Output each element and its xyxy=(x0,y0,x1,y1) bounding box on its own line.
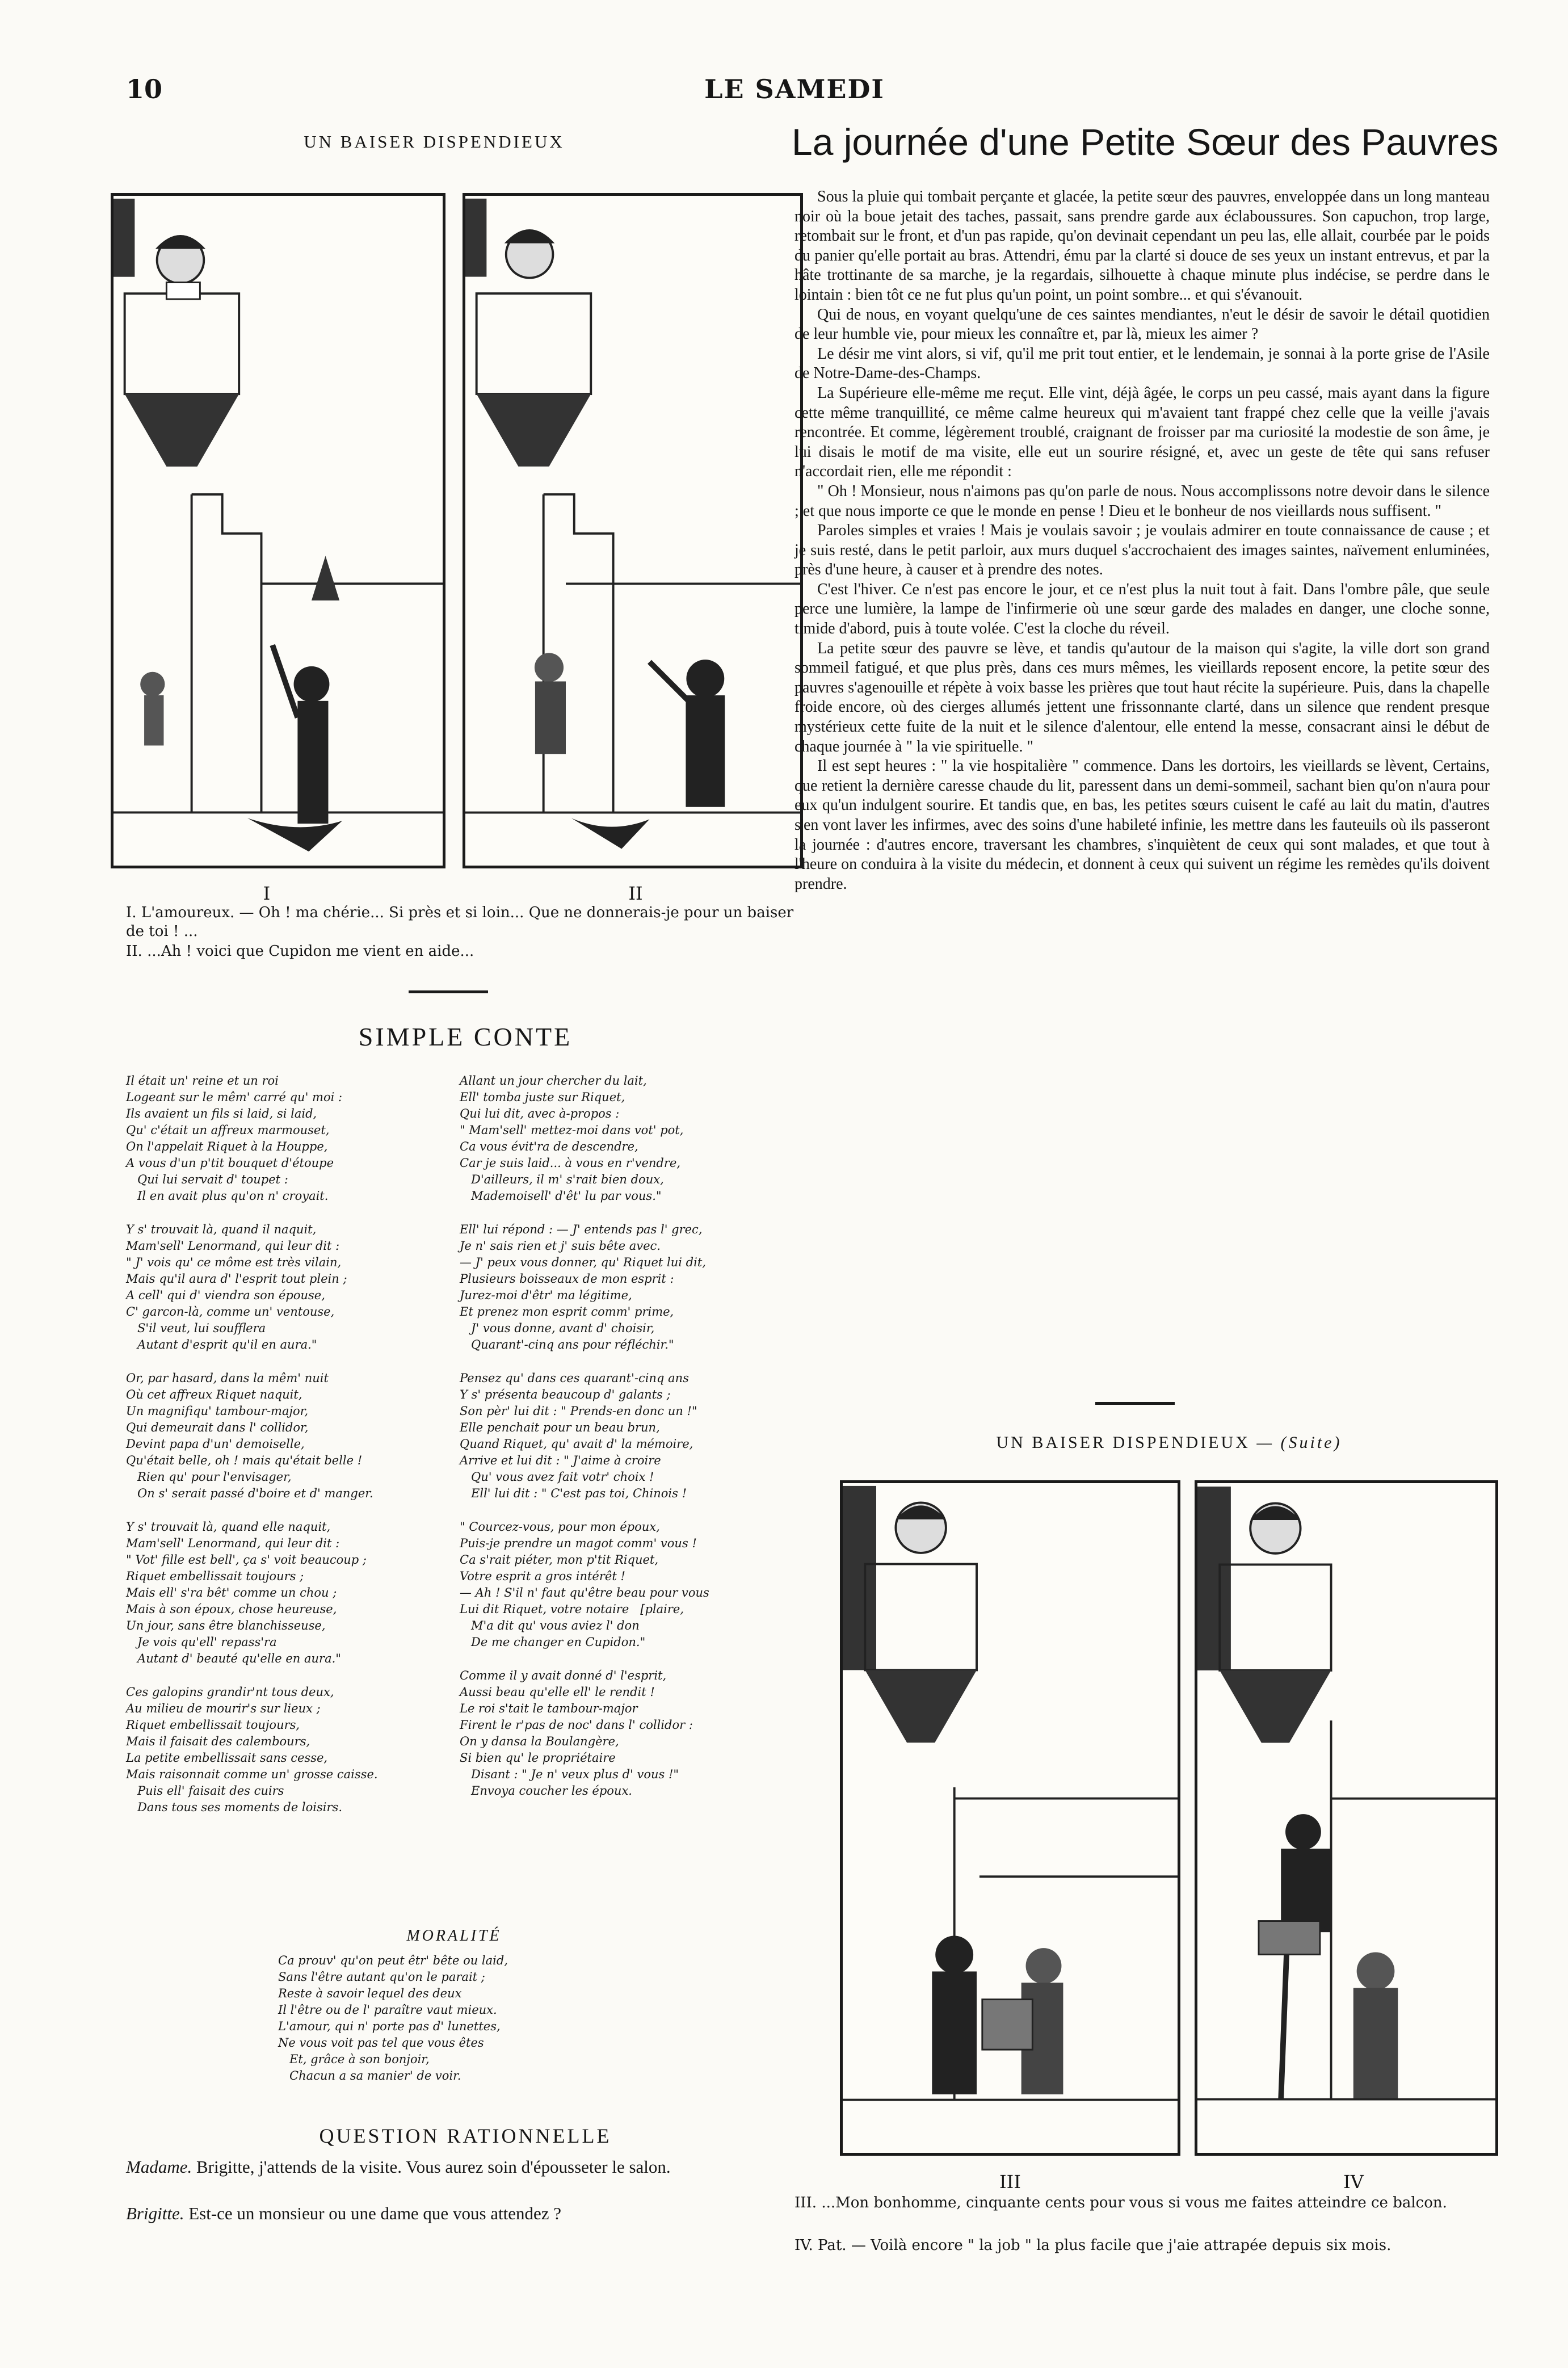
comic-panel-3-drawing xyxy=(843,1483,1178,2153)
poem-title: SIMPLE CONTE xyxy=(358,1022,573,1051)
line-text: Est-ce un monsieur ou une dame que vous attendez ? xyxy=(188,2203,562,2223)
poem-stanza: Pensez qu' dans ces quarant'-cinq ans Y s' présenta beaucoup d' galants ; Son pèr' lui dit : " Prends-en donc un !" Elle penchait pour un beau brun, Quand Riquet, qu' avait d' la mémoire, Arrive et lui dit : " J'aime à croire Qu' vous avez fait votr' choix ! Ell' lui dit : " C'est pas toi, Chinois ! xyxy=(460,1371,697,1500)
poem-stanza: Allant un jour chercher du lait, Ell' tomba juste sur Riquet, Qui lui dit, avec à-propos : " Mam'sell' mettez-moi dans vot' pot, Ca vous évit'ra de descendre, Car je suis laid... à vous en r'vendre, D'ailleurs, il m' s'rait bien doux, Mademoisell' d'êt' lu par vous." xyxy=(460,1074,684,1203)
article-paragraph: Il est sept heures : " la vie hospitalière " commence. Dans les dortoirs, les vieillards se lèvent, Certains, que retient la dernière caresse chaude du lit, paressent dans un demi-sommeil, sachant bien qu'on n'aura pour eux qu'un indulgent sourire. Et tandis que, en bas, les petites sœurs cuisent le café au lait du matin, d'autres s'en vont laver les infirmes, avec des soins d'une habileté infinie, les mettre dans les fauteuils où ils passeront la journée : d'autres encore, traversant les chambres, s'inquiètent de ceux qui sont malades, et que tout à l'heure on conduira à la visite du médecin, et donnent à ceux qui suivent un régime les remèdes qu'ils doivent prendre. xyxy=(794,757,1490,893)
comic-bottom-title-text: UN BAISER DISPENDIEUX xyxy=(996,1433,1250,1452)
page-number: 10 xyxy=(126,74,163,104)
panel-label-1: I xyxy=(263,883,271,904)
divider xyxy=(1095,1402,1175,1405)
article-paragraph: La Supérieure elle-même me reçut. Elle vint, déjà âgée, le corps un peu cassé, mais ayant dans la figure cette même tranquillité, ce même calme heureux qui m'avaient tant frappé chez celle que la veille j'avais rencontrée. Et comme, légèrement troublé, craignant de froisser par ma curiosité la modestie de son âme, je lui disais le motif de ma visite, elle eut un sourire résigné, et, avec un geste de tête qui sans refuser n'accordait rien, elle me répondit : xyxy=(794,384,1490,481)
poem-stanza: Y s' trouvait là, quand il naquit, Mam'sell' Lenormand, qui leur dit : " J' vois qu' ce môme est très vilain, Mais qu'il aura d' l'esprit tout plein ; A cell' qui d' viendra son épouse, C' garcon-là, comme un' ventouse, S'il veut, lui soufflera Autant d'esprit qu'il en aura." xyxy=(126,1223,347,1351)
comic-bottom-title xyxy=(965,1433,1373,1452)
poem-stanza: Ces galopins grandir'nt tous deux, Au milieu de mourir's sur lieux ; Riquet embellissait toujours, Mais il faisait des calembours, La petite embellissait sans cesse, Mais raisonnait comme un' grosse caisse. Puis ell' faisait des cuirs Dans tous ses moments de loisirs. xyxy=(126,1685,378,1814)
poem-stanza: Y s' trouvait là, quand elle naquit, Mam'sell' Lenormand, qui leur dit : " Vot' fille est bell', ça s' voit beaucoup ; Riquet embellissait toujours ; Mais ell' s'ra bêt' comme un chou ; Mais à son époux, chose heureuse, Un jour, sans être blanchisseuse, Je vois qu'ell' repass'ra Autant d' beauté qu'elle en aura." xyxy=(126,1520,367,1665)
publication-title: LE SAMEDI xyxy=(704,74,885,104)
article-body xyxy=(794,187,1490,894)
panel-label-4: IV xyxy=(1343,2171,1364,2193)
speaker-madame: Madame. xyxy=(126,2157,192,2177)
article-paragraph: " Oh ! Monsieur, nous n'aimons pas qu'on parle de nous. Nous accomplissons notre devoir dans le silence ; et que nous importe ce que le monde en pense ! Dieu et le bonheur de nos vieillards nous suffisent. " xyxy=(794,482,1490,520)
panel-label-3: III xyxy=(999,2171,1021,2193)
article-paragraph: C'est l'hiver. Ce n'est pas encore le jour, et ce n'est plus la nuit tout à fait. Dans l'ombre pâle, que seule perce une lumière, la lampe de l'infirmerie où une sœur garde des malades en danger, une cloche sonne, timide d'abord, puis à toute volée. C'est la cloche du réveil. xyxy=(794,580,1490,638)
poem-stanza: Comme il y avait donné d' l'esprit, Aussi beau qu'elle ell' le rendit ! Le roi s'tait le tambour-major Firent le r'pas de noc' dans l' collidor : On y dansa la Boulangère, Si bien qu' le propriétaire Disant : " Je n' veux plus d' vous !" Envoya coucher les époux. xyxy=(460,1669,693,1798)
comic-panel-2-drawing xyxy=(465,196,800,866)
article-title: La journée d'une Petite Sœur des Pauvres xyxy=(792,121,1499,163)
comic-bottom-title-suffix: — (Suite) xyxy=(1256,1433,1342,1452)
poem-right-column xyxy=(460,1073,806,1816)
comic-panel-4-drawing xyxy=(1197,1483,1495,2153)
comic-panel-1-drawing xyxy=(113,196,443,866)
question-line-2 xyxy=(126,2202,804,2225)
comic-panel-3 xyxy=(840,1480,1180,2156)
line-text: Brigitte, j'attends de la visite. Vous aurez soin d'épousseter le salon. xyxy=(196,2157,671,2177)
comic-bottom-caption-4: IV. Pat. — Voilà encore " la job " la plus facile que j'aie attrapée depuis six mois. xyxy=(794,2237,1392,2254)
moral-text: Ca prouv' qu'on peut êtr' bête ou laid, Sans l'être autant qu'on le parait ; Reste à savoir lequel des deux Il l'être ou de l' paraître vaut mieux. L'amour, qui n' porte pas d' lunettes, Ne vous voit pas tel que vous êtes Et, grâce à son bonjoir, Chacun a sa manier' de voir. xyxy=(278,1954,508,2083)
poem-stanza: Ell' lui répond : — J' entends pas l' grec, Je n' sais rien et j' suis bête avec. — J' peux vous donner, qu' Riquet lui dit, Plusieurs boisseaux de mon esprit : Jurez-moi d'êtr' ma légitime, Et prenez mon esprit comm' prime, J' vous donne, avant d' choisir, Quarant'-cinq ans pour réfléchir." xyxy=(460,1223,706,1351)
question-title: QUESTION RATIONNELLE xyxy=(319,2125,612,2147)
divider xyxy=(409,990,488,993)
panel-label-2: II xyxy=(628,883,643,904)
article-paragraph: Qui de nous, en voyant quelqu'une de ces saintes mendiantes, n'eut le désir de savoir le détail quotidien de leur humble vie, pour mieux les connaître et, par là, mieux les aimer ? xyxy=(794,305,1490,343)
comic-panel-1 xyxy=(111,193,445,868)
comic-panel-2 xyxy=(463,193,803,868)
comic-top-caption-2: II. ...Ah ! voici que Cupidon me vient en aide... xyxy=(126,943,474,960)
article-paragraph: Paroles simples et vraies ! Mais je voulais savoir ; je voulais admirer en toute connaissance de cause ; et je suis resté, dans le petit parloir, aux murs duquel s'accrochaient des images saintes, naïvement enluminées, près d'une heure, à causer et à prendre des notes. xyxy=(794,522,1490,579)
comic-panel-4 xyxy=(1195,1480,1498,2156)
poem-stanza: " Courcez-vous, pour mon époux, Puis-je prendre un magot comm' vous ! Ca s'rait piéter, mon p'tit Riquet, Votre esprit a gros intérêt ! — Ah ! S'il n' faut qu'être beau pour vous Lui dit Riquet, votre notaire [plaire, M'a dit qu' vous aviez l' don De me changer en Cupidon." xyxy=(460,1520,709,1649)
comic-top-caption-1: I. L'amoureux. — Oh ! ma chérie... Si près et si loin... Que ne donnerais-je pour un baiser de toi ! ... xyxy=(126,904,794,940)
poem-stanza: Il était un' reine et un roi Logeant sur le mêm' carré qu' moi : Ils avaient un fils si laid, si laid, Qu' c'était un affreux marmouset, On l'appelait Riquet à la Houppe, A vous d'un p'tit bouquet d'étoupe Qui lui servait d' toupet : Il en avait plus qu'on n' croyait. xyxy=(126,1074,343,1203)
poem-stanza: Or, par hasard, dans la mêm' nuit Où cet affreux Riquet naquit, Un magnifiqu' tambour-major, Qui demeurait dans l' collidor, Devint papa d'un' demoiselle, Qu'était belle, oh ! mais qu'était belle ! Rien qu' pour l'envisager, On s' serait passé d'boire et d' manger. xyxy=(126,1371,373,1500)
speaker-brigitte: Brigitte. xyxy=(126,2203,184,2223)
poem-left-column xyxy=(126,1073,466,1833)
comic-bottom-caption-3: III. ...Mon bonhomme, cinquante cents pour vous si vous me faites atteindre ce balcon. xyxy=(794,2194,1447,2211)
article-paragraph: Le désir me vint alors, si vif, qu'il me prit tout entier, et le lendemain, je sonnai à la porte grise de l'Asile de Notre-Dame-des-Champs. xyxy=(794,345,1490,383)
article-paragraph: Sous la pluie qui tombait perçante et glacée, la petite sœur des pauvres, enveloppée dans un long manteau noir où la boue jetait des taches, passait, sans prendre garde aux éclaboussures. Son capuchon, trop large, retombait sur le front, et d'un pas rapide, qu'on devinait cependant un peu las, elle allait, courbée par le poids du panier qu'elle portait au bras. Attendri, ému par la clarté si douce de ses yeux un instant entrevus, et par la hâte trottinante de sa marche, je la regardais, silhouette à chaque minute plus indécise, se perdre dans le lointain : bien tôt ce ne fut plus qu'un point, un point sombre... et qui s'évanouit. xyxy=(794,188,1490,304)
moral-title: MORALITÉ xyxy=(406,1927,502,1945)
article-paragraph: La petite sœur des pauvre se lève, et tandis qu'autour de la maison qui s'agite, la ville dort son grand sommeil fatigué, et que plus près, dans ces murs mêmes, les vieillards reposent encore, la petite sœur des pauvres s'agenouille et répète à voix basse les prières que tout haut récite la supérieure. Puis, dans la chapelle froide encore, où des cierges allumés jettent une frissonnante clarté, dans un silence que rendent presque mystérieux cette fuite de la nuit et le silence d'alentour, elle entend la messe, consacrant ainsi le début de chaque journée à " la vie spirituelle. " xyxy=(794,639,1490,755)
question-line-1 xyxy=(126,2156,804,2178)
comic-top-title: UN BAISER DISPENDIEUX xyxy=(304,132,565,152)
